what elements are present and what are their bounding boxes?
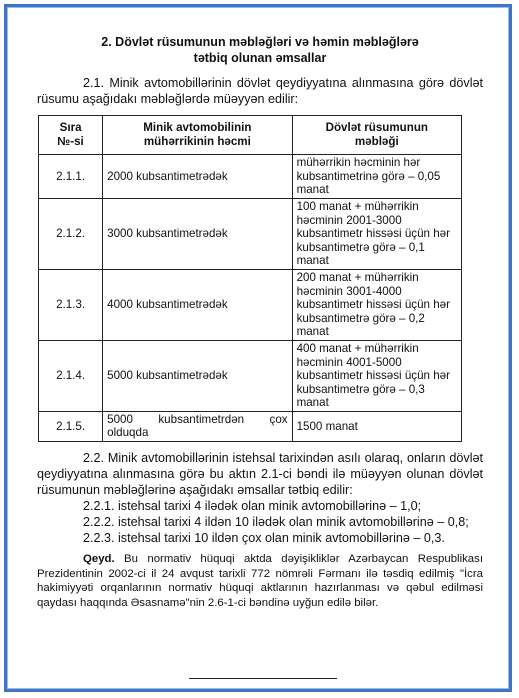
header-fee-line1: Dövlət rüsumunun [325,121,428,134]
fee-line: həcminin 2001-3000 [296,213,402,227]
row-fee [292,411,461,441]
fee-line: həcminin 3001-4000 [296,284,402,298]
heading-line-2: tətbiq olunan əmsallar [193,51,327,65]
fee-table [38,115,462,442]
paragraph-2-2: 2.2. Minik avtomobillərinin istehsal tarixindən asılı olaraq, onların dövlət qeydiyyatına alınmasına görə bu aktın 2.1-ci bəndi ilə müəyyən olunan dövlət rüsumunun məbləğlərinə aşağıdakı əmsallar tətbiq edilir: [37,451,483,498]
header-volume-line1: Minik avtomobilinin [143,121,252,134]
row-number: 2.1.5. [39,411,103,441]
fee-line: kubsantimetr hissəsi üçün hər [296,298,450,312]
fee-line: kubsantimetrə görə – 0,2 manat [296,311,425,339]
header-number-line1: Sıra [59,121,82,134]
fee-line: mühərrikin həcminin hər [296,156,421,170]
header-fee [292,116,461,155]
table-row [39,269,462,340]
fee-line: kubsantimetrə görə – 0,3 manat [296,382,425,410]
table-row [39,340,462,411]
heading-line-1: 2. Dövlət rüsumunun məbləğləri və həmin məbləğlərə [101,35,419,49]
row-fee [292,155,461,199]
note-text: Bu normativ hüquqi aktda dəyişikliklər Azərbaycan Respublikası Prezidentinin 2002-ci il 24 avqust tarixli 772 nömrəli Fərmanı ilə təsdiq edilmiş "İcra hakimiyyəti orqanlarının normativ hüquqi aktlarının hazırlanması və qəbul edilməsi qaydası haqqında Əsasnamə"nin 2.6-1-ci bəndinə uyğun edilə bilər. [37,553,483,609]
row-fee [292,269,461,340]
table-row [39,155,462,199]
row-number: 2.1.1. [39,155,103,199]
table-header-row [39,116,462,155]
table-row [39,411,462,441]
fee-line: manat [296,183,329,197]
list-item: 2.2.2. istehsal tarixi 4 ildən 10 ilədək olan minik avtomobillərinə – 0,8; [83,515,469,530]
fee-line: 200 manat + mühərrikin [296,270,419,284]
header-number [39,116,103,155]
header-volume [103,116,292,155]
row-volume: 4000 kubsantimetrədək [103,269,292,340]
fee-line: kubsantimetrinə görə – 0,05 [296,169,441,183]
fee-line: 400 manat + mühərrikin [296,341,419,355]
row-number: 2.1.4. [39,340,103,411]
fee-line: kubsantimetrə görə – 0,1 manat [296,240,425,268]
row-volume: 5000 kubsantimetrədək [103,340,292,411]
row-volume: 3000 kubsantimetrədək [103,198,292,269]
intro-paragraph: 2.1. Minik avtomobillərinin dövlət qeydiyyatına alınmasına görə dövlət rüsumu aşağıdakı məbləğlərdə müəyyən edilir: [37,76,483,106]
header-volume-line2: mühərrikinin həcmi [143,134,251,148]
fee-line: 100 manat + mühərrikin [296,199,419,213]
table-row [39,198,462,269]
list-item: 2.2.3. istehsal tarixi 10 ildən çox olan minik avtomobillərinə – 0,3. [83,531,445,546]
fee-line: kubsantimetr hissəsi üçün hər [296,227,450,241]
note-paragraph [37,552,483,610]
row-number: 2.1.2. [39,198,103,269]
row-volume: 2000 kubsantimetrədək [103,155,292,199]
row-fee [292,198,461,269]
row-number: 2.1.3. [39,269,103,340]
list-item: 2.2.1. istehsal tarixi 4 ilədək olan minik avtomobillərinə – 1,0; [83,499,422,514]
header-number-line2: №-si [57,134,84,148]
fee-line: 1500 manat [296,419,358,433]
document-body [37,34,483,610]
row-volume: 5000 kubsantimetrdən çox olduqda [103,411,292,441]
fee-line: kubsantimetr hissəsi üçün hər [296,369,450,383]
section-heading [37,34,483,66]
end-divider [189,678,337,679]
fee-line: həcminin 4001-5000 [296,355,402,369]
note-label: Qeyd. [83,553,115,566]
row-fee [292,340,461,411]
header-fee-line2: məbləği [354,134,399,148]
